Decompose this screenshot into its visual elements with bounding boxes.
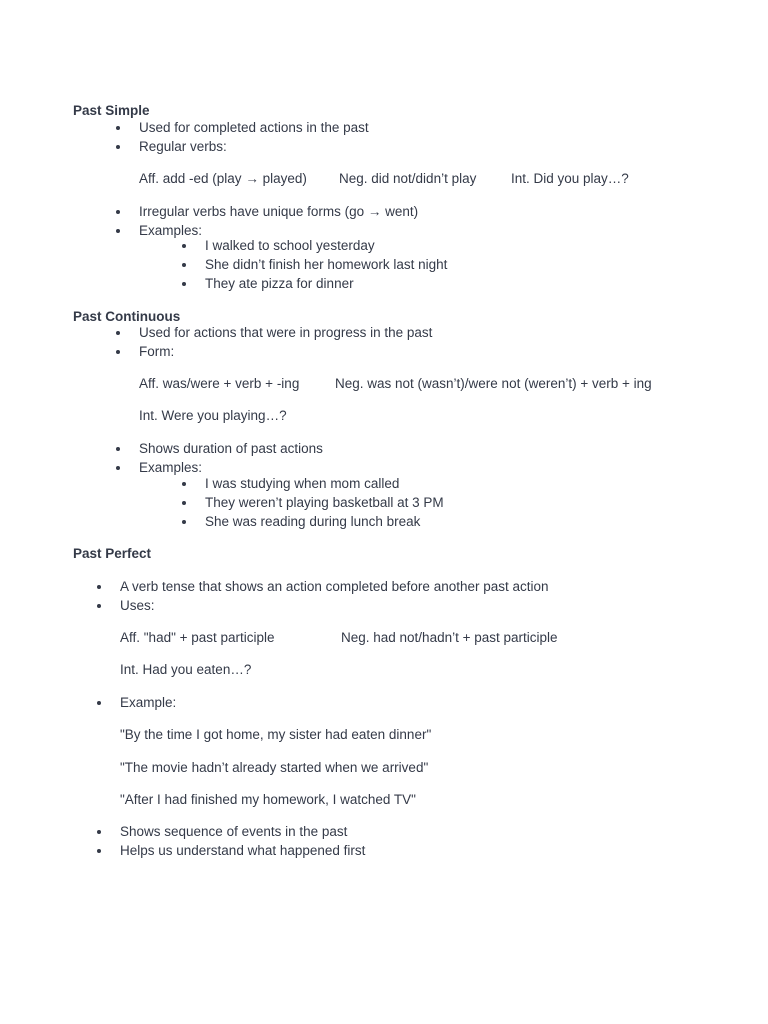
bullet-marker [97,585,101,589]
bullet-marker [182,520,186,524]
example-item: I walked to school yesterday [205,238,375,253]
list-item: A verb tense that shows an action completed before another past action [120,579,549,594]
bullet-marker [182,263,186,267]
form-interrogative: Int. Were you playing…? [139,408,287,423]
form-affirmative: Aff. add -ed (play → played) [139,171,307,186]
bullet-marker [116,229,120,233]
list-item: Helps us understand what happened first [120,843,366,858]
form-interrogative: Int. Did you play…? [511,171,629,186]
bullet-marker [97,604,101,608]
section-heading-past-simple: Past Simple [73,103,150,118]
example-sentence: "By the time I got home, my sister had eaten dinner" [120,727,432,742]
bullet-marker [116,210,120,214]
form-affirmative: Aff. was/were + verb + -ing [139,376,300,391]
example-item: They weren’t playing basketball at 3 PM [205,495,444,510]
bullet-marker [116,126,120,130]
form-negative: Neg. had not/hadn’t + past participle [341,630,558,645]
bullet-marker [97,849,101,853]
bullet-marker [97,701,101,705]
form-negative: Neg. was not (wasn’t)/were not (weren’t) + verb + ing [335,376,652,391]
bullet-marker [116,466,120,470]
example-item: She didn’t finish her homework last night [205,257,448,272]
list-item: Examples: [139,223,203,238]
example-sentence: "After I had finished my homework, I watched TV" [120,792,416,807]
example-item: She was reading during lunch break [205,514,421,529]
list-item: Shows duration of past actions [139,441,323,456]
list-item: Uses: [120,598,155,613]
bullet-marker [97,830,101,834]
example-item: They ate pizza for dinner [205,276,354,291]
list-item: Examples: [139,460,203,475]
list-item: Regular verbs: [139,139,227,154]
bullet-marker [116,331,120,335]
form-negative: Neg. did not/didn’t play [339,171,477,186]
list-item: Shows sequence of events in the past [120,824,348,839]
section-heading-past-perfect: Past Perfect [73,546,152,561]
list-item: Example: [120,695,177,710]
form-affirmative: Aff. "had" + past participle [120,630,275,645]
bullet-marker [116,145,120,149]
list-item: Used for actions that were in progress in the past [139,325,433,340]
bullet-marker [182,244,186,248]
list-item: Irregular verbs have unique forms (go → went) [139,204,419,219]
bullet-marker [182,501,186,505]
example-item: I was studying when mom called [205,476,400,491]
bullet-marker [182,282,186,286]
list-item: Form: [139,344,175,359]
form-interrogative: Int. Had you eaten…? [120,662,252,677]
bullet-marker [182,482,186,486]
bullet-marker [116,447,120,451]
list-item: Used for completed actions in the past [139,120,369,135]
section-heading-past-continuous: Past Continuous [73,309,181,324]
example-sentence: "The movie hadn’t already started when we arrived" [120,760,429,775]
bullet-marker [116,350,120,354]
